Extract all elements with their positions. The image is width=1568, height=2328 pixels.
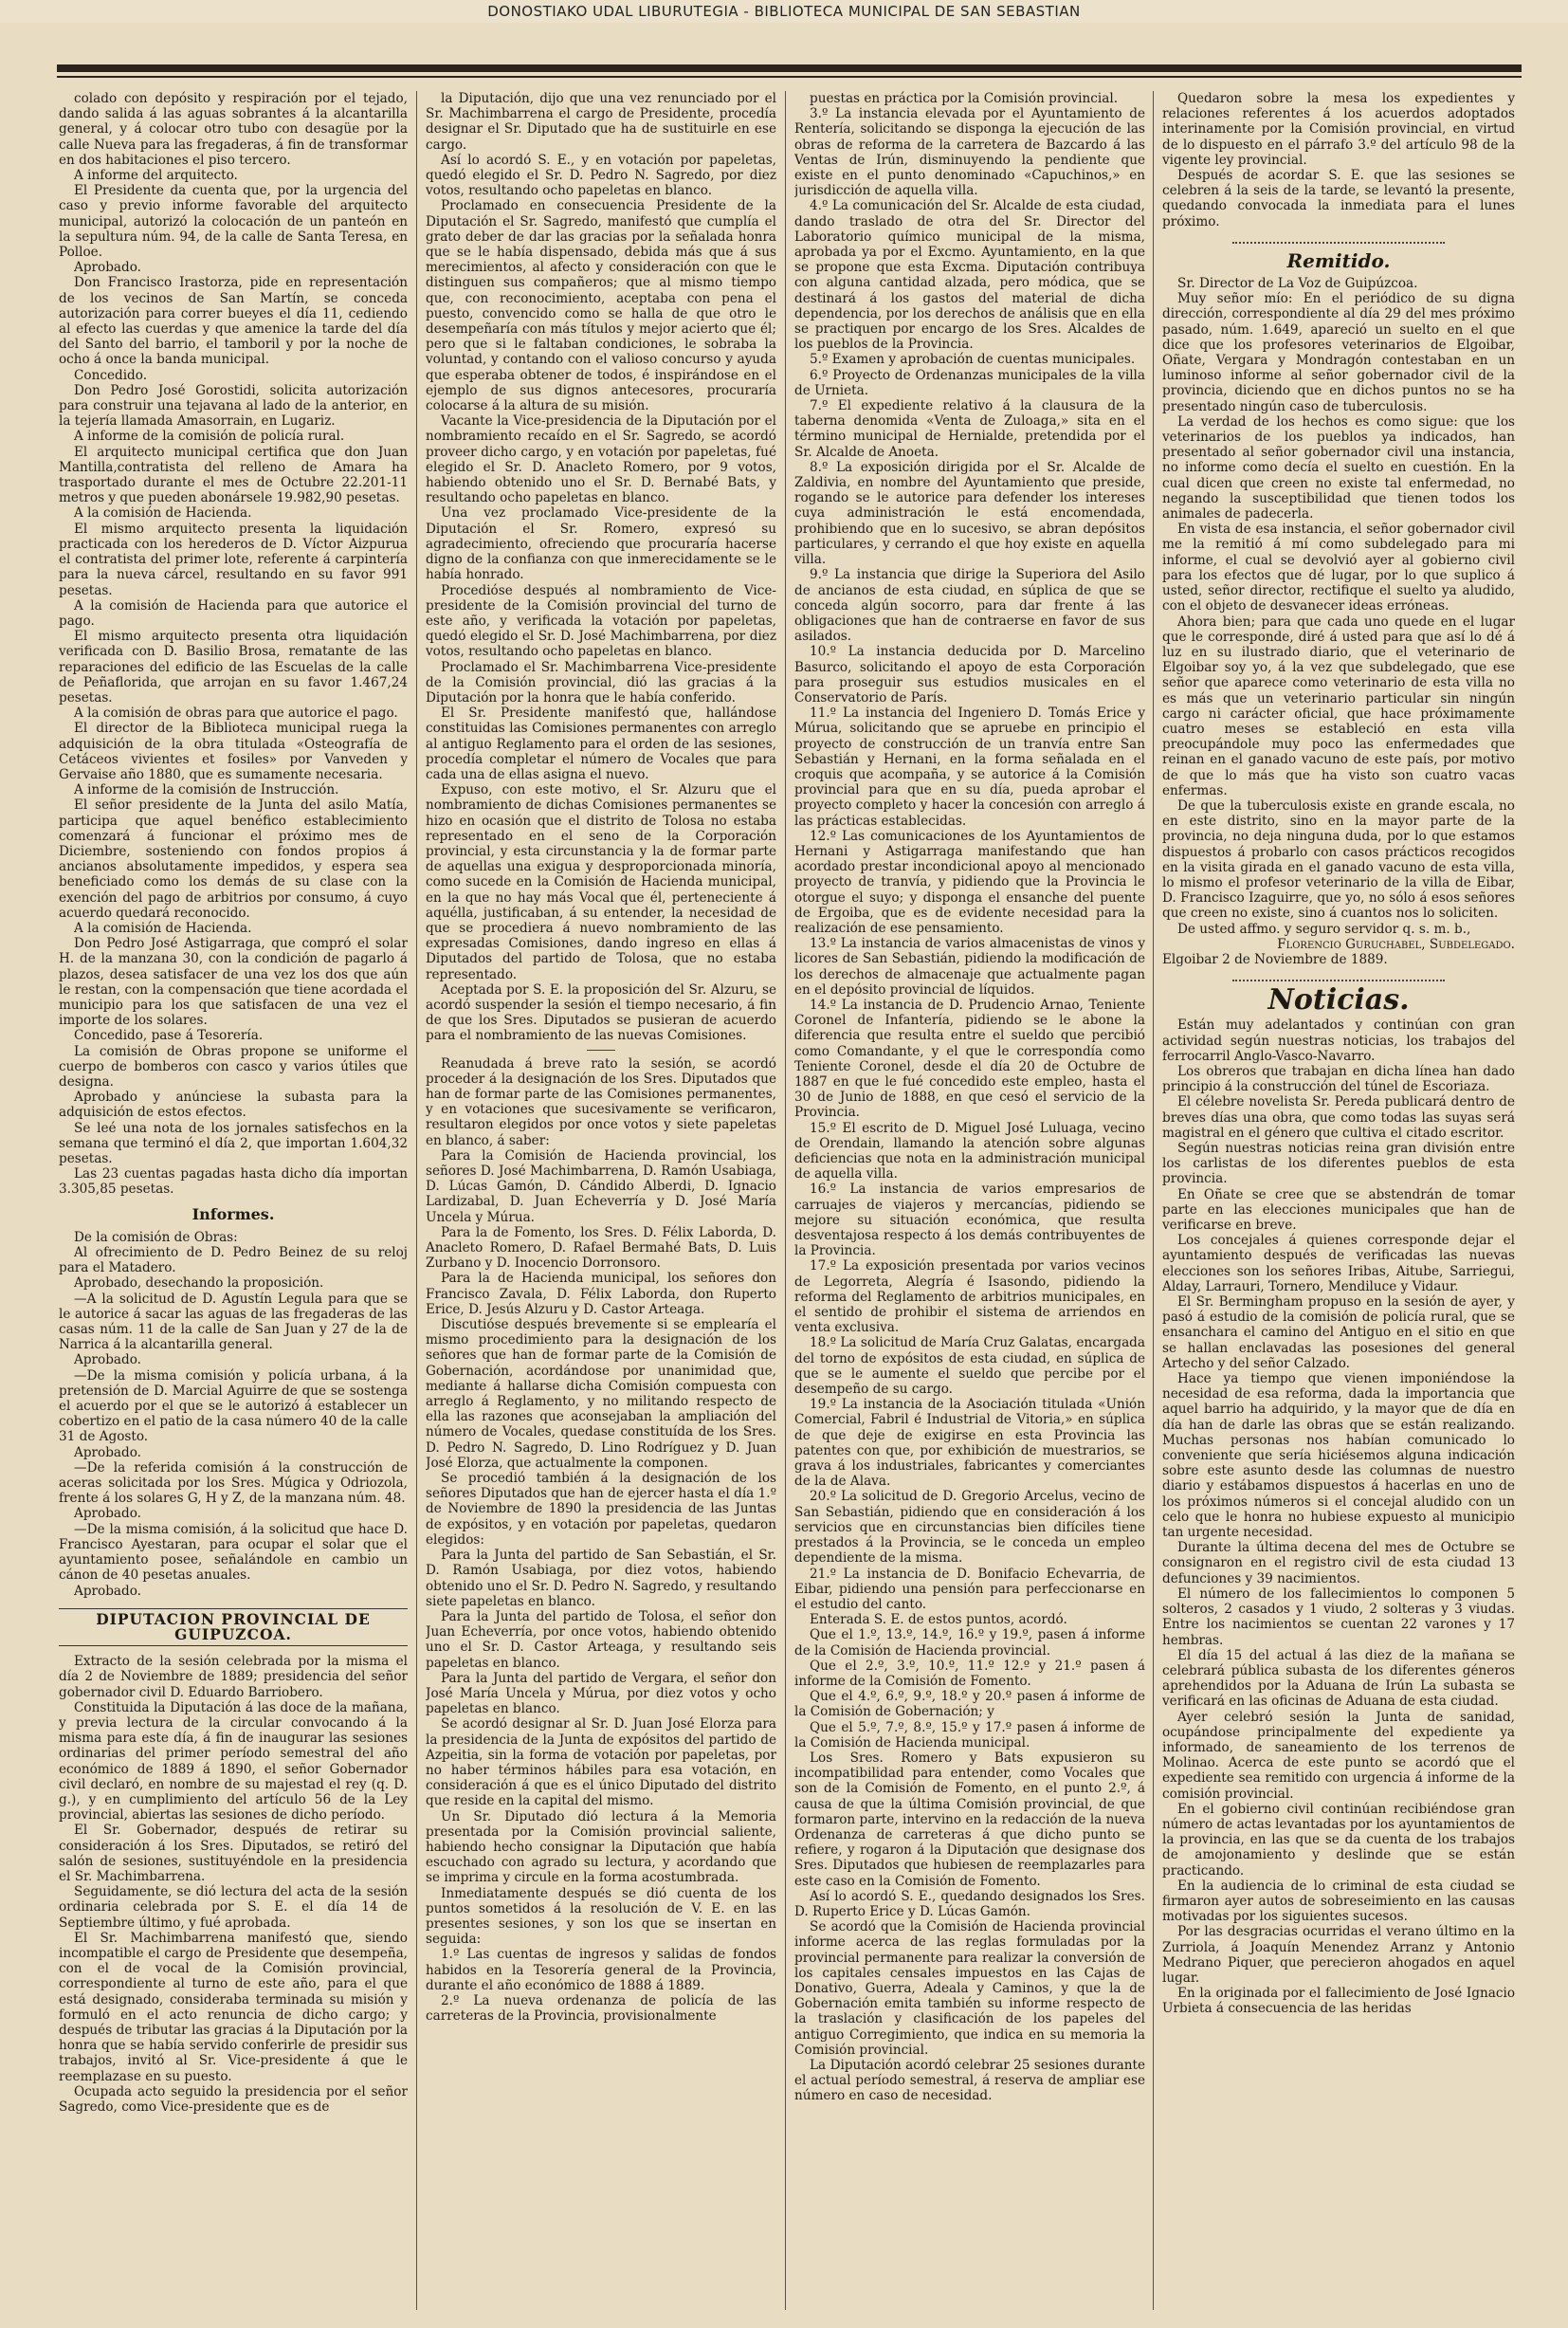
paragraph: Después de acordar S. E. que las sesiones se celebren á la seis de la tarde, se levantó la presente, quedando convocada la inmediata para el lunes próximo. — [1162, 168, 1515, 229]
paragraph: Las 23 cuentas pagadas hasta dicho día importan 3.305,85 pesetas. — [59, 1166, 408, 1198]
paragraph: Los concejales á quienes corresponde dejar el ayuntamiento después de verificadas las nuevas elecciones son los señores Iribas, Aitube, Sarriegui, Alday, Larrauri, Tornero, Mendiluce y Vidaur. — [1162, 1233, 1515, 1294]
column-divider — [416, 91, 417, 2310]
paragraph: Un Sr. Diputado dió lectura á la Memoria presentada por la Comisión provincial saliente, habiendo hecho consignar la Diputación que había escuchado con agrado su lectura, y acordando que se imprima y circule en la forma acostumbrada. — [426, 1808, 776, 1886]
paragraph: Según nuestras noticias reina gran división entre los carlistas de los diferentes pueblos de esta provincia. — [1162, 1141, 1515, 1187]
paragraph: 21.º La instancia de D. Bonifacio Echevarria, de Eibar, pidiendo una pensión para perfeccionarse en el estudio del canto. — [794, 1566, 1145, 1612]
paragraph: Inmediatamente después se dió cuenta de los puntos sometidos á la resolución de V. E. en las presentes sesiones, y son los que se insertan en seguida: — [426, 1885, 776, 1948]
paragraph: 13.º La instancia de varios almacenistas de vinos y licores de San Sebastián, pidiendo la modificación de los derechos de almacenaje que actualmente pagan en el depósito provincial de líquidos. — [794, 936, 1145, 998]
paragraph: 20.º La solicitud de D. Gregorio Arcelus, vecino de San Sebastián, pidiendo que en consideración á los servicios que en circunstancias bien difíciles tiene prestados á la Provincia, se le conceda un empleo dependiente de la misma. — [794, 1489, 1145, 1567]
paragraph: De usted affmo. y seguro servidor q. s. m. b., — [1177, 921, 1471, 937]
paragraph: 11.º La instancia del Ingeniero D. Tomás Erice y Múrua, solicitando que se apruebe en principio el proyecto de construcción de un tranvía entre San Sebastián y Hernani, en la forma señalada en el croquis que acompaña, y se autorice á la Comisión provincial para que en su día, pueda aprobar el proyecto completo y hacer la concesión con arreglo á las prácticas establecidas. — [794, 706, 1145, 829]
paragraph: Discutióse después brevemente si se emplearía el mismo procedimiento para la designación de los señores que han de formar parte de la Comisión de Gobernación, acordándose por unanimidad que, mediante á hallarse dicha Comisión compuesta con arreglo á Reglamento, y no militando respecto de ella las razones que aconsejaban la ampliación del número de Vocales, quedase constituída de los Sres. D. Pedro N. Sagredo, D. Lino Rodríguez y D. Juan José Elorza, que actualmente la componen. — [426, 1317, 776, 1471]
masthead-rule-thin — [57, 76, 1522, 78]
diputacion-continued-text — [426, 91, 776, 1044]
paragraph: Para la de Hacienda municipal, los señores don Francisco Zavala, D. Félix Laborda, don Ruperto Erice, D. Jesús Alzuru y D. Castor Arteaga. — [426, 1271, 776, 1317]
ornamental-rule — [1232, 234, 1444, 244]
paragraph: A informe de la comisión de Instrucción. — [74, 782, 339, 798]
paragraph: El director de la Biblioteca municipal ruega la adquisición de la obra titulada «Osteografía de Cetáceos vivientes et fosiles» por Vanveden y Gervaise año 1880, que es sumamente necesaria. — [59, 721, 408, 782]
paragraph: Aprobado. — [74, 1506, 141, 1522]
paragraph: Concedido, pase á Tesorería. — [74, 1028, 264, 1044]
paragraph: Así lo acordó S. E., y en votación por papeletas, quedó elegido el Sr. D. Pedro N. Sagredo, por diez votos, resultando ocho papeletas en blanco. — [426, 152, 776, 199]
paragraph: Se acordó designar al Sr. D. Juan José Elorza para la presidencia de la Junta de expósitos del partido de Azpeitia, sin la forma de votación por papeletas, por no haber términos hábiles para esa votación, en consideración á que es el único Diputado del distrito que reside en la capital del mismo. — [426, 1716, 776, 1809]
paragraph: 14.º La instancia de D. Prudencio Arnao, Teniente Coronel de Infantería, pidiendo se le abone la diferencia que resulta entre el sueldo que percibió como Comandante, y el que le correspondía como Teniente Coronel, desde el día 20 de Octubre de 1887 en que le fué concedido este empleo, hasta el 30 de Junio de 1888, en que cesó el servicio de la Provincia. — [794, 997, 1145, 1121]
paragraph: Constituida la Diputación á las doce de la mañana, y previa lectura de la circular convocando á la misma para este día, á fin de inaugurar las sesiones ordinarias del primer período semestral del año económico de 1889 á 1890, el señor Gobernador civil declaró, en nombre de su majestad el rey (q. D. g.), y en cumplimiento del artículo 56 de la Ley provincial, abiertas las sesiones de dicho período. — [59, 1699, 408, 1824]
diputacion-items-text — [794, 91, 1145, 2104]
paragraph: Don Pedro José Astigarraga, que compró el solar H. de la manzana 30, con la condición de pagarlo á plazos, desea satisfacer de una vez los dos que aún le restan, con la compensación que tiene acordada el municipio para los que satisfacen de una vez el importe de los solares. — [59, 936, 408, 1029]
paragraph: A la comisión de Hacienda. — [74, 505, 252, 522]
paragraph: Para la Junta del partido de Tolosa, el señor don Juan Echeverría, por once votos, habiendo obtenido uno el Sr. D. Castor Arteaga, y resultando seis papeletas en blanco. — [426, 1608, 776, 1671]
paragraph: La verdad de los hechos es como sigue: que los veterinarios de los pueblos ya indicados, han presentado al señor gobernador civil una instancia, no informe como decía el suelto en cuestión. En la cual dicen que creen no existe tal enfermedad, no negando la susceptibilidad que tienen todos los animales de padecerla. — [1162, 413, 1515, 522]
paragraph: Aprobado. — [74, 1583, 141, 1599]
paragraph: Vacante la Vice-presidencia de la Diputación por el nombramiento recaído en el Sr. Sagredo, se acordó proveer dicho cargo, y en votación por papeletas, fué elegido el Sr. D. Anacleto Romero, por 9 votos, habiendo obtenido uno el Sr. D. Bernabé Bats, y resultando ocho papeletas en blanco. — [426, 413, 776, 506]
paragraph: Se leé una nota de los jornales satisfechos en la semana que terminó el día 2, que importan 1.604,32 pesetas. — [59, 1120, 408, 1167]
paragraph: —A la solicitud de D. Agustín Legula para que se le autorice á sacar las aguas de las fregaderas de las casas núm. 11 de la calle de San Juan y 27 de la de Narrica á la alcantarilla general. — [59, 1291, 408, 1353]
paragraph: Aprobado. — [74, 1444, 141, 1460]
paragraph: El Sr. Gobernador, después de retirar su consideración á los Sres. Diputados, se retiró del salón de sesiones, sustituyéndole en la presidencia el Sr. Machimbarrena. — [59, 1823, 408, 1884]
paragraph: Muy señor mío: En el periódico de su digna dirección, correspondiente al día 29 del mes próximo pasado, núm. 1.649, apareció un suelto en el que dice que los profesores veterinarios de Elgoibar, Oñate, Vergara y Mondragón contestaban en un luminoso informe al señor gobernador civil de la provincia, diciendo que en dichos puntos no se ha presentado ningún caso de tuberculosis. — [1162, 291, 1515, 414]
paragraph: Para la Junta del partido de Vergara, el señor don José María Uncela y Múrua, por diez votos y ocho papeletas en blanco. — [426, 1670, 776, 1717]
paragraph: Ahora bien; para que cada uno quede en el lugar que le corresponde, diré á usted para que así lo dé á luz en su ilustrado diario, que el veterinario de Elgoibar soy yo, á la vez que subdelegado, que ese señor que aparece como veterinario de esta villa no es más que un veterinario particular sin ningún cargo ni carácter oficial, que hace próximamente cuatro meses se estableció en esta villa preocupándole muy poco las enfermedades que reinan en el ganado vacuno de este país, por motivo de que lo más que ha visto son cuatro vacas enfermas. — [1162, 614, 1515, 798]
paragraph: La Diputación acordó celebrar 25 sesiones durante el actual período semestral, á reserva de ampliar ese número en caso de necesidad. — [794, 2058, 1145, 2104]
paragraph: Que el 4.º, 6.º, 9.º, 18.º y 20.º pasen á informe de la Comisión de Gobernación; y — [794, 1689, 1145, 1720]
paragraph: Reanudada á breve rato la sesión, se acordó proceder á la designación de los Sres. Diputados que han de formar parte de las Comisiones permanentes, y en votaciones que sucesivamente se verificaron, resultaron elegidos por once votos y siete papeletas en blanco, á saber: — [426, 1055, 776, 1148]
paragraph: puestas en práctica por la Comisión provincial. — [810, 91, 1119, 106]
paragraph: La comisión de Obras propone se uniforme el cuerpo de bomberos con casco y varios útiles que designa. — [59, 1043, 408, 1090]
paragraph: Sr. Director de La Voz de Guipúzcoa. — [1177, 276, 1418, 292]
paragraph: El señor presidente de la Junta del asilo Matía, participa que aquel benéfico establecimiento comenzará á funcionar el próximo mes de Diciembre, sosteniendo con fondos propios á ancianos absolutamente impedidos, y espera sea beneficiado como los demás de su clase con la exención del pago de arbitrios por consumo, á cuyo acuerdo quedará reconocido. — [59, 797, 408, 921]
paragraph: 15.º El escrito de D. Miguel José Luluaga, vecino de Orendain, llamando la atención sobre algunas deficiencias que nota en la administración municipal de aquella villa. — [794, 1120, 1145, 1182]
paragraph: 16.º La instancia de varios empresarios de carruajes de viajeros y mercancías, pidiendo se mejore su situación económica, que resulta desventajosa respecto á los demás contribuyentes de la Provincia. — [794, 1182, 1145, 1259]
paragraph: En la audiencia de lo criminal de esta ciudad se firmaron ayer autos de sobreseimiento en las causas motivadas por los siguientes sucesos. — [1162, 1878, 1515, 1925]
column-3 — [794, 91, 1145, 2310]
diputacion-heading: DIPUTACION PROVINCIAL DE GUIPUZCOA. — [59, 1608, 408, 1646]
masthead-rule — [57, 64, 1522, 72]
paragraph: 17.º La exposición presentada por varios vecinos de Legorreta, Alegría é Isasondo, pidiendo la reforma del Reglamento de arbitrios municipales, en el sentido de prohibir el sistema de arriendos en venta exclusiva. — [794, 1258, 1145, 1336]
informes-text — [59, 1230, 408, 1599]
paragraph: Se acordó que la Comisión de Hacienda provincial informe acerca de las reglas formuladas por la provincial permanente para realizar la conversión de los capitales censales impuestos en las Cajas de Donativo, Guerra, Adeala y Caminos, y que la de Gobernación emita también su informe respecto de la traslación y clasificación de los papeles del antiguo Corregimiento, que indica en su memoria la Comisión provincial. — [794, 1919, 1145, 2058]
paragraph: A la comisión de obras para que autorice el pago. — [74, 706, 398, 722]
paragraph: Enterada S. E. de estos puntos, acordó. — [810, 1612, 1067, 1628]
paragraph: Procedióse después al nombramiento de Vice-presidente de la Comisión provincial del turno de este año, y verificada la votación por papeletas, quedó elegido el Sr. D. José Machimbarrena, por diez votos, resultando ocho papeletas en blanco. — [426, 582, 776, 660]
paragraph: El célebre novelista Sr. Pereda publicará dentro de breves días una obra, que como todas las suyas será magistral en el género que cultiva el citado escritor. — [1162, 1094, 1515, 1141]
noticias-heading: Noticias. — [1267, 983, 1410, 1017]
informes-heading: Informes. — [191, 1204, 275, 1223]
paragraph: El número de los fallecimientos lo componen 5 solteros, 2 casados y 1 viudo, 2 solteras y 3 viudas. Entre los nacimientos se cuentan 22 varones y 17 hembras. — [1162, 1586, 1515, 1648]
remitido-signature: Florencio Guruchabel, Subdelegado. — [1277, 936, 1515, 952]
paragraph: Ocupada acto seguido la presidencia por el señor Sagredo, como Vice-presidente que es de — [59, 2083, 408, 2115]
remitido-heading: Remitido. — [1286, 248, 1391, 272]
paragraph: Seguidamente, se dió lectura del acta de la sesión ordinaria celebrada por S. E. el día 14 de Septiembre último, y fué aprobada. — [59, 1884, 408, 1931]
paragraph: De la comisión de Obras: — [74, 1229, 238, 1245]
paragraph: 3.º La instancia elevada por el Ayuntamiento de Rentería, solicitando se disponga la ejecución de las obras de reforma de la carretera de Bazcardo á las Ventas de Irún, disminuyendo la pendiente que existe en el punto denominado «Capuchinos,» en jurisdicción de aquella villa. — [794, 106, 1145, 199]
paragraph: Una vez proclamado Vice-presidente de la Diputación el Sr. Romero, expresó su agradecimiento, ofreciendo que procuraría hacerse digno de la confianza con que inmerecidamente se le había honrado. — [426, 505, 776, 583]
paragraph: 18.º La solicitud de María Cruz Galatas, encargada del torno de expósitos de esta ciudad, en súplica de que se le aumente el sueldo que percibe por el desempeño de su cargo. — [794, 1335, 1145, 1398]
paragraph: Para la Comisión de Hacienda provincial, los señores D. José Machimbarrena, D. Ramón Usabiaga, D. Lúcas Gamón, D. Cándido Alberdi, D. Ignacio Lardizabal, D. Juan Echeverría y D. José María Uncela y Múrua. — [426, 1147, 776, 1225]
section-break-rule — [587, 1050, 615, 1051]
paragraph: Aprobado. — [74, 1352, 141, 1368]
paragraph: A informe de la comisión de policía rural. — [74, 429, 345, 445]
paragraph: Así lo acordó S. E., quedando designados los Sres. D. Ruperto Erice y D. Lúcas Gamón. — [794, 1888, 1145, 1919]
paragraph: —De la misma comisión, á la solicitud que hace D. Francisco Ayestaran, para ocupar el solar que el ayuntamiento posee, señalándole en cambio un cánon de 40 pesetas anuales. — [59, 1521, 408, 1584]
paragraph: Que el 1.º, 13.º, 14.º, 16.º y 19.º, pasen á informe de la Comisión de Hacienda provincial. — [794, 1627, 1145, 1659]
paragraph: Para la de Fomento, los Sres. D. Félix Laborda, D. Anacleto Romero, D. Rafael Bermahé Bats, D. Luis Zurbano y D. Inocencio Dorronsoro. — [426, 1224, 776, 1272]
column-divider — [1153, 91, 1154, 2310]
paragraph: Durante la última decena del mes de Octubre se consignaron en el registro civil de esta ciudad 13 defunciones y 39 nacimientos. — [1162, 1540, 1515, 1586]
paragraph: En vista de esa instancia, el señor gobernador civil me la remitió á mí como subdelegado para mi informe, el cual se devolvió ayer al gobierno civil para los efectos que dé lugar, por lo que suplico á usted, señor director, rectifique el suelto ya aludido, con el objeto de desvanecer ideas erróneas. — [1162, 522, 1515, 614]
paragraph: Para la Junta del partido de San Sebastián, el Sr. D. Ramón Usabiaga, por diez votos, habiendo obtenido uno el Sr. D. Pedro N. Sagredo, y resultando siete papeletas en blanco. — [426, 1548, 776, 1609]
paragraph: Don Pedro José Gorostidi, solicita autorización para construir una tejavana al lado de la anterior, en la tejería llamada Amasorrain, en Lugariz. — [59, 382, 408, 430]
column-2 — [426, 91, 776, 2310]
paragraph: Proclamado el Sr. Machimbarrena Vice-presidente de la Comisión provincial, dió las gracias á la Diputación por la honra que le había conferido. — [426, 659, 776, 706]
paragraph: Al ofrecimiento de D. Pedro Beinez de su reloj para el Matadero. — [59, 1245, 408, 1276]
paragraph: A la comisión de Hacienda. — [74, 920, 252, 936]
paragraph: Que el 5.º, 7.º, 8.º, 15.º y 17.º pasen á informe de la Comisión de Hacienda municipal. — [794, 1719, 1145, 1751]
paragraph: El arquitecto municipal certifica que don Juan Mantilla,contratista del relleno de Amara ha trasportado durante el mes de Octubre 22.201-11 metros y que pueden abonársele 19.982,90 pesetas. — [59, 444, 408, 506]
paragraph: Extracto de la sesión celebrada por la misma el día 2 de Noviembre de 1889; presidencia del señor gobernador civil D. Eduardo Barriobero. — [59, 1654, 408, 1700]
column-divider — [785, 91, 786, 2310]
paragraph: El mismo arquitecto presenta la liquidación practicada con los herederos de D. Víctor Aizpurua el contratista del primer lote, referente á carpintería para la nueva cárcel, resultando en su favor 991 pesetas. — [59, 521, 408, 598]
paragraph: Se procedió también á la designación de los señores Diputados que han de ejercer hasta el día 1.º de Noviembre de 1890 la presidencia de las Juntas de expósitos, y en votación por papeletas, quedaron elegidos: — [426, 1471, 776, 1548]
paragraph: Ayer celebró sesión la Junta de sanidad, ocupándose principalmente del expediente ya informado, de saneamiento de los terrenos de Molinao. Acerca de este punto se acordó que el expediente sea remitido con urgencia á informe de la comisión provincial. — [1162, 1709, 1515, 1802]
paragraph: De que la tuberculosis existe en grande escala, no en este distrito, sino en la mayor parte de la provincia, no deja ninguna duda, por lo que estamos dispuestos á probarlo con casos prácticos recogidos en la visita girada en el ganado vacuno de esta villa, lo mismo el profesor veterinario de la villa de Eibar, D. Francisco Izaguirre, que yo, no sólo á esos señores que creen no existe, sino á cuantos nos lo soliciten. — [1162, 797, 1515, 922]
paragraph: El Sr. Presidente manifestó que, hallándose constituidas las Comisiones permanentes con arreglo al antiguo Reglamento para el orden de las sesiones, procedía completar el número de Vocales que para cada una de ellas asigna el nuevo. — [426, 706, 776, 782]
paragraph: 9.º La instancia que dirige la Superiora del Asilo de ancianos de esta ciudad, en súplica de que se conceda algún socorro, para dar frente á las obligaciones que han de contraerse en favor de sus asilados. — [794, 567, 1145, 645]
paragraph: Aprobado, desechando la proposición. — [74, 1275, 324, 1292]
paragraph: Aceptada por S. E. la proposición del Sr. Alzuru, se acordó suspender la sesión el tiempo necesario, á fin de que los Sres. Diputados se pusieran de acuerdo para el nombramiento de las nuevas Comisiones. — [426, 981, 776, 1044]
paragraph: colado con depósito y respiración por el tejado, dando salida á las aguas sobrantes á la alcantarilla general, y á colocar otro tubo con desagüe por la calle Nueva para las fregaderas, á fin de transformar en dos habitaciones el piso tercero. — [59, 91, 408, 168]
diputacion-text — [59, 1654, 408, 2115]
paragraph: Hace ya tiempo que vienen imponiéndose la necesidad de esa reforma, dada la importancia que aquel barrio ha adquirido, y la mayor que de día en día han de darle las obras que se están realizando. Muchas personas nos habían comunicado lo conveniente que sería hiciésemos alguna indicación sobre este asunto desde las columnas de nuestro diario y estábamos dispuestos á hacerlas en uno de los próximos números si el concejal aludido con un celo que le honra no hubiese expuesto al municipio tan urgente necesidad. — [1162, 1371, 1515, 1541]
remitido-text — [1162, 276, 1515, 937]
noticias-text — [1162, 1017, 1515, 2016]
paragraph: 8.º La exposición dirigida por el Sr. Alcalde de Zaldivia, en nombre del Ayuntamiento que preside, rogando se le autorice para defender los intereses cuya administración le está encomendada, prohibiendo que en lo sucesivo, se abran depósitos particulares, y cerrando el que hoy existe en aquella villa. — [794, 459, 1145, 568]
paragraph: El Sr. Bermingham propuso en la sesión de ayer, y pasó á estudio de la comisión de policía rural, que se ensanchara el camino del Antiguo en el sitio en que se hallan enclavadas las posesiones del general Artecho y del señor Calzado. — [1162, 1294, 1515, 1371]
library-credit-header: DONOSTIAKO UDAL LIBURUTEGIA - BIBLIOTECA MUNICIPAL DE SAN SEBASTIAN — [0, 0, 1568, 23]
paragraph: Quedaron sobre la mesa los expedientes y relaciones referentes á los acuerdos adoptados interinamente por la Comisión provincial, en virtud de lo dispuesto en el párrafo 3.º del artículo 98 de la vigente ley provincial. — [1162, 91, 1515, 168]
paragraph: El Presidente da cuenta que, por la urgencia del caso y previo informe favorable del arquitecto municipal, autorizó la colocación de un panteón en la sepultura núm. 94, de la calle de Santa Teresa, en Polloe. — [59, 183, 408, 261]
paragraph: 2.º La nueva ordenanza de policía de las carreteras de la Provincia, provisionalmente — [426, 1992, 776, 2025]
paragraph: El mismo arquitecto presenta otra liquidación verificada con D. Basilio Brosa, rematante de las reparaciones del edificio de las Escuelas de la calle de Peñaflorida, que arrojan en su favor 1.467,24 pesetas. — [59, 629, 408, 706]
paragraph: Expuso, con este motivo, el Sr. Alzuru que el nombramiento de dichas Comisiones permanentes se hizo en ocasión que el distrito de Tolosa no estaba representado en el seno de la Corporación provincial, y esta circunstancia y la de formar parte de aquellas una exigua y desproporcionada minoría, como sucede en la Comisión de Hacienda municipal, en la que no hay más Vocal que él, perteneciente á aquélla, justificaban, á su entender, la necesidad de que se procediera á nuevo nombramiento de las expresadas Comisiones, dando ingreso en ellas á Diputados del partido de Tolosa, que no estaba representado. — [426, 782, 776, 982]
diputacion-resumed-text — [426, 1056, 776, 2025]
paragraph: la Diputación, dijo que una vez renunciado por el Sr. Machimbarrena el cargo de Presidente, procedía designar el Sr. Diputado que ha de sustituirle en ese cargo. — [426, 91, 776, 153]
paragraph: 19.º La instancia de la Asociación titulada «Unión Comercial, Fabril é Industrial de Vitoria,» en súplica de que deje de exigirse en esta Provincia las patentes con que, por exhibición de muestrarios, se grava á los industriales, fabricantes y comerciantes de la de Alava. — [794, 1397, 1145, 1490]
paragraph: 5.º Examen y aprobación de cuentas municipales. — [810, 352, 1136, 368]
paragraph: 7.º El expediente relativo á la clausura de la taberna denomida «Venta de Zuloaga,» sita en el término municipal de Hernialde, pretendida por el Sr. Alcalde de Anoeta. — [794, 398, 1145, 460]
paragraph: Aprobado y anúnciese la subasta para la adquisición de estos efectos. — [59, 1090, 408, 1121]
paragraph: Concedido. — [74, 367, 148, 383]
paragraph: Aprobado. — [74, 260, 141, 276]
paragraph: En el gobierno civil continúan recibiéndose gran número de actas levantadas por los ayuntamientos de la provincia, en las que se da cuenta de los trabajos de amojonamiento y deslinde que se están practicando. — [1162, 1801, 1515, 1879]
column-4 — [1162, 91, 1515, 2310]
paragraph: A informe del arquitecto. — [74, 168, 238, 184]
paragraph: En la originada por el fallecimiento de José Ignacio Urbieta á consecuencia de las heridas — [1162, 1986, 1515, 2017]
paragraph: 4.º La comunicación del Sr. Alcalde de esta ciudad, dando traslado de otra del Sr. Director del Laboratorio químico municipal de la misma, aprobada ya por el Excmo. Ayuntamiento, en la que se propone que esta Excma. Diputación contribuya con alguna cantidad alzada, pero módica, que se destinará á los gastos del material de dicha dependencia, por los derechos de análisis que en ella se practiquen por encargo de los Sres. Alcaldes de los pueblos de la Provincia. — [794, 198, 1145, 353]
paragraph: Proclamado en consecuencia Presidente de la Diputación el Sr. Sagredo, manifestó que cumplía el grato deber de dar las gracias por la señalada honra que se le había dispensado, debida más que á sus merecimientos, al afecto y consideración con que le distinguen sus compañeros; que al mismo tiempo que, con reconocimiento, aceptaba con pena el puesto, convencido como se halla de que otro le desempeñaría con más títulos y mejor acierto que él; pero que si le faltaban condiciones, le sobraba la voluntad, y contando con el valioso concurso y ayuda que esperaba obtener de todos, é inspirándose en el ejemplo de sus dignos antecesores, procuraría colocarse á la altura de su misión. — [426, 198, 776, 414]
paragraph: Que el 2.º, 3.º, 10.º, 11.º 12.º y 21.º pasen á informe de la Comisión de Fomento. — [794, 1658, 1145, 1689]
paragraph: Los Sres. Romero y Bats expusieron su incompatibilidad para entender, como Vocales que son de la Comisión de Fomento, en el punto 2.º, á causa de que la última Comisión provincial, de que formaron parte, intervino en la redacción de la nueva Ordenanza de carreteras á que dicho punto se refiere, y rogaron á la Diputación que designase dos Sres. Diputados que hubiesen de reemplazarles para este caso en la Comisión de Fomento. — [794, 1750, 1145, 1889]
paragraph: Por las desgracias ocurridas el verano último en la Zurriola, á Joaquín Menendez Arranz y Antonio Medrano Piquer, que perecieron ahogados en aquel lugar. — [1162, 1924, 1515, 1986]
municipal-session-text — [59, 91, 408, 1198]
paragraph: 10.º La instancia deducida por D. Marcelino Basurco, solicitando el apoyo de esta Corporación para proseguir sus estudios musicales en el Conservatorio de París. — [794, 644, 1145, 706]
paragraph: A la comisión de Hacienda para que autorice el pago. — [59, 597, 408, 629]
paragraph: Don Francisco Irastorza, pide en representación de los vecinos de San Martín, se conceda autorización para correr bueyes el día 11, cediendo al efecto las cuerdas y que amenice la tarde del día del Santo del barrio, el tamboril y por la noche de ocho á once la banda municipal. — [59, 275, 408, 368]
paragraph: 1.º Las cuentas de ingresos y salidas de fondos habidos en la Tesorería general de la Provincia, durante el año económico de 1888 á 1889. — [426, 1947, 776, 1993]
diputacion-closing-text — [1162, 91, 1515, 229]
column-1 — [59, 91, 408, 2310]
paragraph: —De la misma comisión y policía urbana, á la pretensión de D. Marcial Aguirre de que se sostenga el acuerdo por el que se le autorizó á establecer un cobertizo en el patio de la casa número 40 de la calle 31 de Agosto. — [59, 1367, 408, 1445]
paragraph: 12.º Las comunicaciones de los Ayuntamientos de Hernani y Astigarraga manifestando que han acordado prestar incondicional apoyo al mencionado proyecto de tranvía, y pidiendo que la Provincia le otorgue el suyo; y disponga el ensanche del puente de Ergoiba, que es de evidente necesidad para la realización de ese pensamiento. — [794, 828, 1145, 936]
paragraph: El día 15 del actual á las diez de la mañana se celebrará pública subasta de los diferentes géneros aprehendidos por la Aduana de Irún La subasta se verificará en las oficinas de Aduana de esta ciudad. — [1162, 1647, 1515, 1710]
paragraph: 6.º Proyecto de Ordenanzas municipales de la villa de Urnieta. — [794, 367, 1145, 398]
remitido-place-date: Elgoibar 2 de Noviembre de 1889. — [1162, 951, 1388, 967]
paragraph: Los obreros que trabajan en dicha línea han dado principio á la construcción del túnel de Escoriaza. — [1162, 1063, 1515, 1095]
paragraph: En Oñate se cree que se abstendrán de tomar parte en las elecciones municipales que han de verificarse en breve. — [1162, 1186, 1515, 1234]
paragraph: —De la referida comisión á la construcción de aceras solicitada por los Sres. Múgica y Odriozola, frente á los solares G, H y Z, de la manzana núm. 48. — [59, 1459, 408, 1507]
paragraph: El Sr. Machimbarrena manifestó que, siendo incompatible el cargo de Presidente que desempeña, con el de vocal de la Comisión provincial, correspondiente al turno de este año, para el que está designado, consideraba terminada su misión y formuló en el acto renuncia de dicho cargo; y después de tributar las gracias á la Diputación por la honra que se había servido conferirle de presidir sus trabajos, invitó al Sr. Vice-presidente á que le reemplazase en su puesto. — [59, 1930, 408, 2084]
paragraph: Están muy adelantados y continúan con gran actividad según nuestras noticias, los trabajos del ferrocarril Anglo-Vasco-Navarro. — [1162, 1017, 1515, 1064]
ornamental-rule — [1232, 972, 1444, 981]
